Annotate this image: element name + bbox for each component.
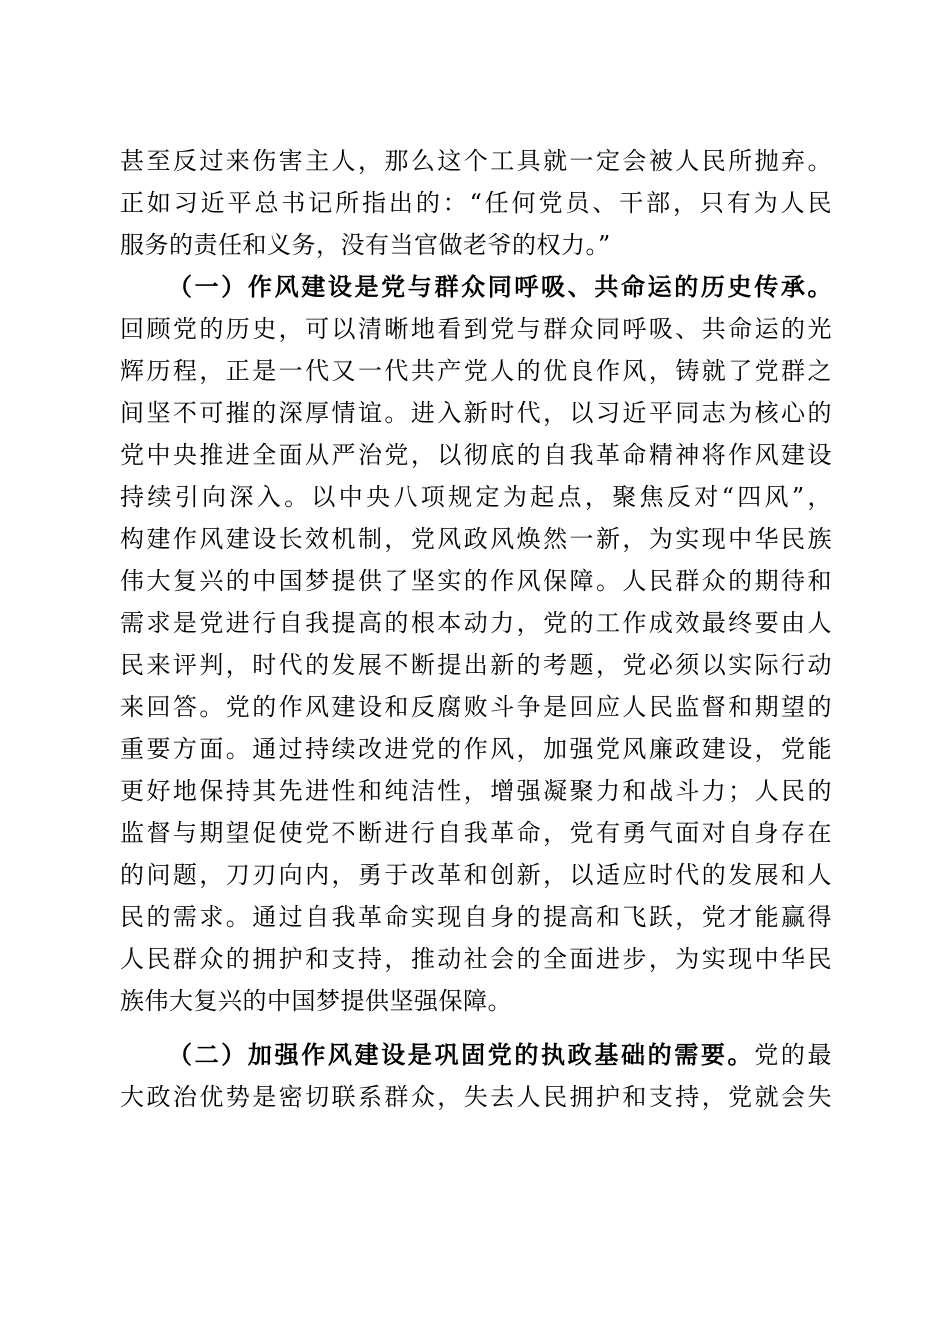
paragraph-gap (120, 1022, 832, 1034)
text-line: 重要方面。通过持续改进党的作风，加强党风廉政建设，党能 (120, 735, 832, 763)
text-line: 甚至反过来伤害主人，那么这个工具就一定会被人民所抛弃。 (120, 147, 832, 175)
text-line: 的问题，刀刃向内，勇于改革和创新，以适应时代的发展和人 (120, 861, 832, 889)
paragraph-intro (120, 140, 832, 266)
document-body (120, 140, 832, 1118)
text-line: 民来评判，时代的发展不断提出新的考题，党必须以实际行动 (120, 651, 832, 679)
section-1-heading-line (120, 266, 832, 308)
text-line: 间坚不可摧的深厚情谊。进入新时代，以习近平同志为核心的 (120, 399, 832, 427)
section-2-heading-tail: 党的最 (754, 1041, 833, 1069)
text-line: 回顾党的历史，可以清晰地看到党与群众同呼吸、共命运的光 (120, 315, 832, 343)
text-line: 伟大复兴的中国梦提供了坚实的作风保障。人民群众的期待和 (120, 567, 832, 595)
text-line: 更好地保持其先进性和纯洁性，增强凝聚力和战斗力；人民的 (120, 777, 832, 805)
text-line: 党中央推进全面从严治党，以彻底的自我革命精神将作风建设 (120, 441, 832, 469)
section-2-heading: （二）加强作风建设是巩固党的执政基础的需要。 (168, 1040, 755, 1069)
section-2-paragraph (120, 1034, 832, 1118)
text-line: 持续引向深入。以中央八项规定为起点，聚焦反对“四风”， (120, 483, 832, 511)
text-line: 人民群众的拥护和支持，推动社会的全面进步，为实现中华民 (120, 945, 832, 973)
text-line: 监督与期望促使党不断进行自我革命，党有勇气面对自身存在 (120, 819, 832, 847)
text-line: 正如习近平总书记所指出的：“任何党员、干部，只有为人民 (120, 189, 832, 217)
text-line: 大政治优势是密切联系群众，失去人民拥护和支持，党就会失 (120, 1083, 832, 1111)
text-line: 服务的责任和义务，没有当官做老爷的权力。” (120, 231, 611, 259)
text-line: 来回答。党的作风建设和反腐败斗争是回应人民监督和期望的 (120, 693, 832, 721)
text-line: 族伟大复兴的中国梦提供坚强保障。 (120, 987, 512, 1015)
section-1-paragraph (120, 266, 832, 1022)
section-2-heading-line (120, 1034, 832, 1076)
text-line: 民的需求。通过自我革命实现自身的提高和飞跃，党才能赢得 (120, 903, 832, 931)
section-1-heading: （一）作风建设是党与群众同呼吸、共命运的历史传承。 (168, 272, 832, 301)
text-line: 辉历程，正是一代又一代共产党人的优良作风，铸就了党群之 (120, 357, 832, 385)
text-line: 需求是党进行自我提高的根本动力，党的工作成效最终要由人 (120, 609, 832, 637)
text-line: 构建作风建设长效机制，党风政风焕然一新，为实现中华民族 (120, 525, 832, 553)
